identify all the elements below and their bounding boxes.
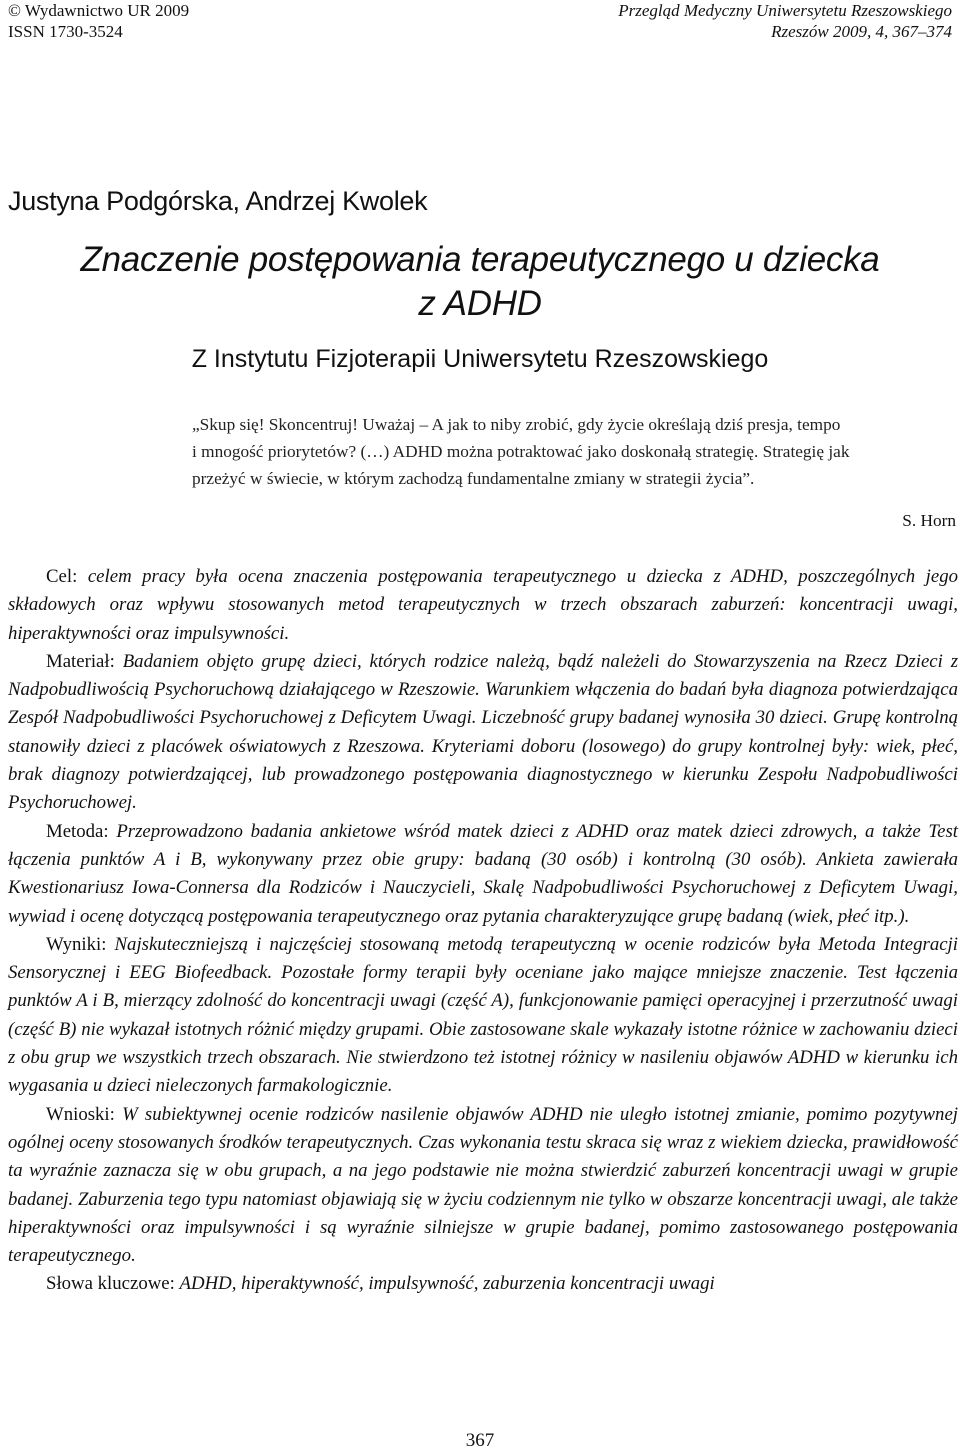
epigraph-line-2: i mnogość priorytetów? (…) ADHD można potraktować jako doskonałą strategię. Strategię jak — [192, 442, 850, 461]
page-header — [8, 0, 952, 44]
institute-affiliation: Z Instytutu Fizjoterapii Uniwersytetu Rzeszowskiego — [191, 345, 769, 373]
authors: Justyna Podgórska, Andrzej Kwolek — [8, 186, 428, 216]
wnioski-label: Wnioski: — [46, 1103, 115, 1125]
header-left — [8, 0, 189, 42]
abstract-wnioski — [8, 1101, 958, 1271]
abstract — [8, 563, 958, 1299]
metoda-label: Metoda: — [46, 820, 109, 842]
title-line-1: Znaczenie postępowania terapeutycznego u dziecka — [80, 240, 880, 279]
page-number: 367 — [465, 1430, 495, 1451]
epigraph-line-1: „Skup się! Skoncentruj! Uważaj – A jak to niby zrobić, gdy życie określają dziś presja, tempo — [192, 415, 841, 434]
keywords-text: ADHD, hiperaktywność, impulsywność, zaburzenia koncentracji uwagi — [179, 1273, 715, 1295]
header-right — [618, 0, 952, 42]
journal-issue: Rzeszów 2009, 4, 367–374 — [771, 22, 952, 41]
title-line-2: z ADHD — [418, 284, 542, 323]
abstract-cel — [8, 563, 958, 648]
metoda-text: Przeprowadzono badania ankietowe wśród matek dzieci z ADHD oraz matek dzieci zdrowych, a także Test łączenia punktów A i B, wykonywany przez obie grupy: badaną (30 osób) i kontrolną (30 osób). Ankieta zawierała Kwestionariusz Iowa-Connersa dla Rodziców i Nauczycieli, Skalę Nadpobudliwości Psychoruchowej z Deficytem Uwagi, wywiad i ocenę dotyczącą postępowania terapeutycznego oraz pytania charakteryzujące grupę badaną (wiek, płeć itp.). — [8, 820, 958, 927]
article-title — [0, 238, 960, 326]
epigraph-line-3: przeżyć w świecie, w którym zachodzą fundamentalne zmiany w strategii życia”. — [192, 469, 755, 488]
wnioski-text: W subiektywnej ocenie rodziców nasilenie objawów ADHD nie uległo istotnej zmianie, pomimo pozytywnej ogólnej oceny stosowanych środków terapeutycznych. Czas wykonania testu skraca się wraz z wiekiem dziecka, prawidłowość ta wyraźnie zaznacza się w obu grupach, a na jego podstawie nie można stwierdzić zaburzeń koncentracji uwagi w grupie badanej. Zaburzenia tego typu natomiast objawiają się w życiu codziennym nie tylko w obszarze koncentracji uwagi, ale także hiperaktywności oraz impulsywności i są wyraźnie silniejsze w grupie badanej, pomimo zastosowanego postępowania terapeutycznego. — [8, 1103, 958, 1267]
journal-name: Przegląd Medyczny Uniwersytetu Rzeszowskiego — [618, 1, 952, 20]
wyniki-text: Najskuteczniejszą i najczęściej stosowaną metodą terapeutyczną w ocenie rodziców była Metoda Integracji Sensorycznej i EEG Biofeedback. Pozostałe formy terapii były oceniane jako mające mniejsze znaczenie. Test łączenia punktów A i B, mierzący zdolność do koncentracji uwagi (część A), funkcjonowanie pamięci operacyjnej i przerzutność uwagi (część B) nie wykazał istotnych różnić między grupami. Obie zastosowane skale wykazały istotne różnice w zachowaniu dzieci z obu grup we wszystkich trzech obszarach. Nie stwierdzono też istotnej różnicy w nasileniu objawów ADHD w kierunku ich wygasania u dzieci nieleczonych farmakologicznie. — [8, 933, 958, 1097]
abstract-material — [8, 648, 958, 818]
abstract-wyniki — [8, 931, 958, 1101]
epigraph-quote — [192, 411, 956, 492]
cel-text: celem pracy była ocena znaczenia postępowania terapeutycznego u dziecka z ADHD, poszczególnych jego składowych oraz wpływu stosowanych metod terapeutycznych w trzech obszarach zaburzeń: koncentracji uwagi, hiperaktywności oraz impulsywności. — [8, 566, 958, 644]
publisher-line: © Wydawnictwo UR 2009 — [8, 1, 190, 20]
epigraph-author: S. Horn — [902, 511, 956, 530]
issn-line: ISSN 1730-3524 — [8, 22, 123, 41]
material-label: Materiał: — [46, 650, 115, 672]
abstract-keywords — [8, 1270, 958, 1298]
material-text: Badaniem objęto grupę dzieci, których rodzice należą, bądź należeli do Stowarzyszenia na Rzecz Dzieci z Nadpobudliwością Psychoruchową działającego w Rzeszowie. Warunkiem włączenia do badań była diagnoza potwierdzająca Zespół Nadpobudliwości Psychoruchowej z Deficytem Uwagi. Liczebność grupy badanej wynosiła 30 dzieci. Grupę kontrolną stanowiły dzieci z placówek oświatowych z Rzeszowa. Kryteriami doboru (losowego) do grupy kontrolnej były: wiek, płeć, brak diagnozy potwierdzającej, lub prowadzonego postępowania diagnostycznego w kierunku Zespołu Nadpobudliwości Psychoruchowej. — [8, 650, 958, 814]
wyniki-label: Wyniki: — [46, 933, 107, 955]
abstract-metoda — [8, 818, 958, 931]
cel-label: Cel: — [46, 566, 78, 587]
keywords-label: Słowa kluczowe: — [46, 1273, 175, 1295]
